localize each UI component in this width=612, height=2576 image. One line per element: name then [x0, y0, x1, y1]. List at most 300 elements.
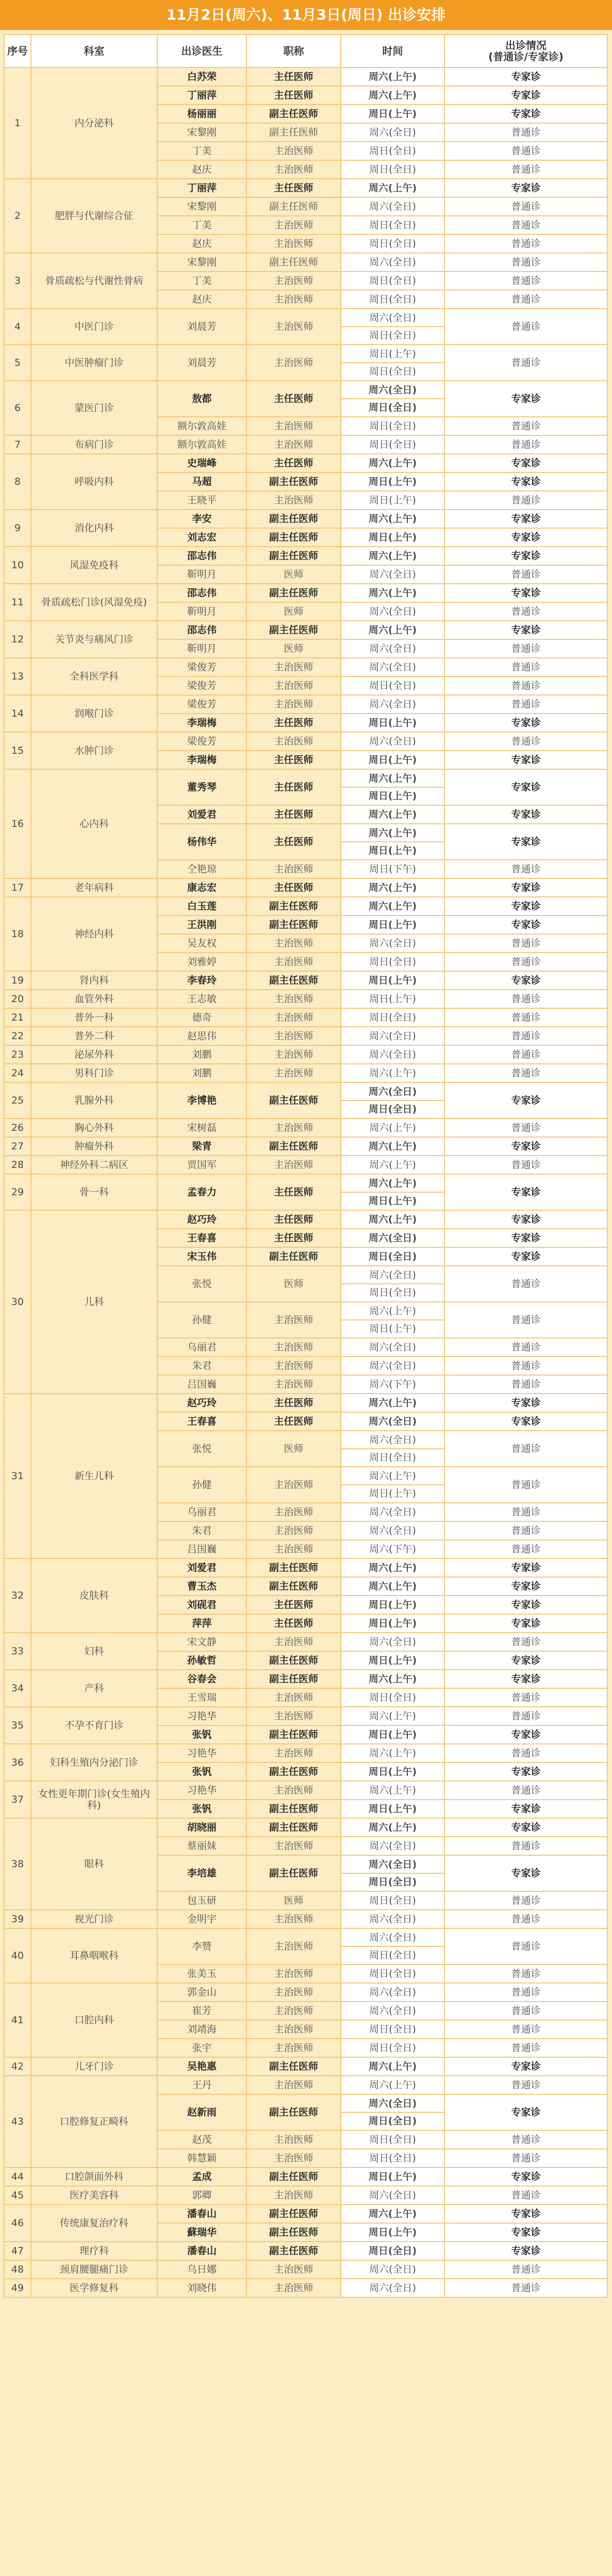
visit-type-cell: 普通诊: [444, 1027, 607, 1045]
title-cell: 主治医师: [246, 491, 341, 510]
table-row: [4, 2205, 607, 2223]
department-cell: 耳鼻咽喉科: [31, 1928, 157, 1983]
time-slot: 周日(上午): [368, 476, 417, 487]
title-cell: 主治医师: [246, 309, 341, 345]
department-cell: 肾内科: [31, 971, 157, 990]
row-number: 47: [4, 2242, 31, 2260]
row-number: 18: [4, 897, 31, 971]
doctor-cell: 梁俊芳: [157, 676, 246, 695]
visit-type-cell: 普通诊: [444, 676, 607, 695]
visit-type-cell: 专家诊: [444, 1247, 607, 1266]
title-cell: 主治医师: [246, 2149, 341, 2167]
visit-type-cell: 专家诊: [444, 751, 607, 769]
visit-type-cell: 专家诊: [444, 528, 607, 547]
time-cell: [341, 1855, 444, 1891]
time-slot: 周六(上午): [368, 624, 417, 636]
table-row: [4, 510, 607, 528]
doctor-cell: 乌丽君: [157, 1503, 246, 1521]
time-slot: 周日(上午): [368, 1729, 417, 1740]
doctor-cell: 习艳华: [157, 1707, 246, 1725]
time-cell: [341, 1174, 444, 1210]
visit-type-cell: 普通诊: [444, 160, 607, 179]
doctor-cell: 杨丽丽: [157, 105, 246, 123]
time-slot: 周日(全日): [341, 2112, 444, 2129]
title-cell: 副主任医师: [246, 2205, 341, 2223]
title-cell: 主治医师: [246, 2130, 341, 2149]
visit-type-cell: 普通诊: [444, 1837, 607, 1855]
time-slot: 周日(全日): [341, 362, 444, 380]
title-cell: 副主任医师: [246, 105, 341, 123]
time-cell: [341, 454, 444, 472]
title-cell: 主治医师: [246, 1964, 341, 1983]
header-cell: 时间: [341, 35, 444, 67]
header-cell: 职称: [246, 35, 341, 67]
time-cell: [341, 1210, 444, 1229]
doctor-cell: 乌日娜: [157, 2260, 246, 2279]
row-number: 29: [4, 1174, 31, 1210]
row-number: 30: [4, 1210, 31, 1394]
table-row: [4, 1744, 607, 1762]
title-cell: 主治医师: [246, 1027, 341, 1045]
department-cell: 普外二科: [31, 1027, 157, 1045]
department-cell: 胸心外科: [31, 1118, 157, 1137]
visit-type-cell: 专家诊: [444, 971, 607, 990]
time-slot: 周日(全日): [341, 1946, 444, 1963]
doctor-cell: 郭金山: [157, 1983, 246, 2002]
time-cell: [341, 105, 444, 123]
time-slot: 周日(全日): [341, 326, 444, 344]
time-slot: 周六(上午): [368, 809, 417, 820]
time-cell: [341, 584, 444, 602]
title-cell: 副主任医师: [246, 253, 341, 272]
time-cell: [341, 160, 444, 179]
visit-type-cell: 普通诊: [444, 1045, 607, 1064]
row-number: 26: [4, 1118, 31, 1137]
time-cell: [341, 916, 444, 934]
time-slot: 周六(上午): [368, 2061, 417, 2072]
time-cell: [341, 953, 444, 971]
visit-type-cell: 普通诊: [444, 1983, 607, 2002]
title-cell: 主治医师: [246, 2260, 341, 2279]
title-cell: 主治医师: [246, 1357, 341, 1375]
time-cell: [341, 658, 444, 676]
department-cell: 传统康复治疗科: [31, 2205, 157, 2242]
doctor-cell: 杨伟华: [157, 824, 246, 860]
doctor-cell: 刘砚君: [157, 1596, 246, 1614]
table-body: [4, 67, 607, 2297]
row-number: 38: [4, 1818, 31, 1910]
time-cell: [341, 67, 444, 86]
time-cell: [341, 2039, 444, 2057]
doctor-cell: 靳明月: [157, 602, 246, 621]
title-cell: 主治医师: [246, 1467, 341, 1503]
row-number: 46: [4, 2205, 31, 2242]
doctor-cell: 吕国巍: [157, 1375, 246, 1394]
visit-type-cell: 专家诊: [444, 1394, 607, 1412]
row-number: 35: [4, 1707, 31, 1744]
visit-type-cell: 专家诊: [444, 916, 607, 934]
time-slot: 周日(上午): [369, 348, 416, 360]
department-cell: 医学修复科: [31, 2279, 157, 2297]
department-cell: 消化内科: [31, 510, 157, 547]
time-cell: [341, 1338, 444, 1357]
visit-type-cell: 普通诊: [444, 2260, 607, 2279]
doctor-cell: 胡晓丽: [157, 1818, 246, 1837]
department-cell: 皮肤科: [31, 1558, 157, 1633]
time-slot: 周六(全日): [369, 127, 416, 138]
time-slot: 周日(全日): [369, 275, 416, 286]
doctor-cell: 丁美: [157, 142, 246, 160]
table-row: [4, 381, 607, 417]
time-slot: 周日(上午): [368, 1766, 417, 1777]
time-slot: 周六(全日): [369, 257, 416, 268]
time-cell: [341, 639, 444, 658]
title-cell: 副主任医师: [246, 1577, 341, 1596]
visit-type-cell: 专家诊: [444, 454, 607, 472]
row-number: 20: [4, 990, 31, 1008]
time-slot: 周日(上午): [368, 717, 417, 728]
department-cell: 神经内科: [31, 897, 157, 971]
title-cell: 医师: [246, 1891, 341, 1910]
time-cell: [341, 528, 444, 547]
doctor-cell: 郭卿: [157, 2186, 246, 2205]
time-cell: [341, 547, 444, 565]
doctor-cell: 孙敏哲: [157, 1651, 246, 1670]
doctor-cell: 曹玉杰: [157, 1577, 246, 1596]
time-cell: [341, 897, 444, 916]
title-cell: 副主任医师: [246, 528, 341, 547]
title-cell: 主治医师: [246, 732, 341, 751]
department-cell: 布病门诊: [31, 435, 157, 454]
title-cell: 主治医师: [246, 2279, 341, 2297]
doctor-cell: 宋黎刚: [157, 123, 246, 142]
schedule-table: [4, 34, 608, 2298]
time-cell: [341, 1964, 444, 1983]
time-cell: [341, 1467, 444, 1503]
time-slot: 周日(全日): [368, 1251, 417, 1262]
time-cell: [341, 2186, 444, 2205]
title-cell: 主治医师: [246, 1375, 341, 1394]
visit-type-cell: 专家诊: [444, 769, 607, 805]
title-cell: 医师: [246, 1266, 341, 1302]
title-cell: 医师: [246, 1431, 341, 1467]
doctor-cell: 孟成: [157, 2167, 246, 2186]
title-cell: 主治医师: [246, 2020, 341, 2039]
time-cell: [341, 1577, 444, 1596]
doctor-cell: 刘爱君: [157, 805, 246, 824]
doctor-cell: 邵志伟: [157, 621, 246, 639]
title-cell: 主治医师: [246, 1837, 341, 1855]
time-cell: [341, 417, 444, 435]
visit-type-cell: 普通诊: [444, 1964, 607, 1983]
title-cell: 主治医师: [246, 1928, 341, 1964]
doctor-cell: 马超: [157, 472, 246, 491]
title-cell: 副主任医师: [246, 2242, 341, 2260]
doctor-cell: 梁俊芳: [157, 695, 246, 714]
table-row: [4, 897, 607, 916]
visit-type-cell: 普通诊: [444, 658, 607, 676]
doctor-cell: 德奇: [157, 1008, 246, 1027]
doctor-cell: 梁青: [157, 1137, 246, 1156]
visit-type-cell: 专家诊: [444, 824, 607, 860]
table-header: [4, 35, 607, 67]
table-row: [4, 1008, 607, 1027]
visit-type-cell: 普通诊: [444, 2039, 607, 2057]
row-number: 9: [4, 510, 31, 547]
visit-type-cell: 普通诊: [444, 2076, 607, 2094]
doctor-cell: 赵茂: [157, 2130, 246, 2149]
title-cell: 医师: [246, 639, 341, 658]
time-slot: 周日(全日): [369, 420, 416, 432]
title-cell: 主任医师: [246, 1210, 341, 1229]
visit-type-cell: 普通诊: [444, 2186, 607, 2205]
visit-type-cell: 专家诊: [444, 1651, 607, 1670]
title-cell: 副主任医师: [246, 621, 341, 639]
title-cell: 副主任医师: [246, 916, 341, 934]
visit-type-cell: 专家诊: [444, 1762, 607, 1781]
doctor-cell: 刘雅婷: [157, 953, 246, 971]
doctor-cell: 张悦: [157, 1266, 246, 1302]
title-cell: 主治医师: [246, 1338, 341, 1357]
title-cell: 副主任医师: [246, 897, 341, 916]
visit-type-cell: 专家诊: [444, 1800, 607, 1818]
header-cell: 科室: [31, 35, 157, 67]
title-cell: 主治医师: [246, 1540, 341, 1558]
time-cell: [341, 2130, 444, 2149]
time-slot: 周六(上午): [369, 1306, 416, 1317]
visit-type-cell: 普通诊: [444, 2279, 607, 2297]
table-row: [4, 2242, 607, 2260]
visit-type-cell: 普通诊: [444, 290, 607, 309]
time-slot: 周六(上午): [368, 1562, 417, 1573]
time-slot: 周六(上午): [368, 513, 417, 524]
title-cell: 副主任医师: [246, 2057, 341, 2076]
department-cell: 血管外科: [31, 990, 157, 1008]
time-cell: [341, 621, 444, 639]
doctor-cell: 王丹: [157, 2076, 246, 2094]
table-row: [4, 1210, 607, 1229]
time-cell: [341, 1983, 444, 2002]
title-cell: 副主任医师: [246, 1137, 341, 1156]
doctor-cell: 谷春会: [157, 1670, 246, 1688]
time-cell: [341, 1651, 444, 1670]
time-slot: 周六(全日): [369, 1913, 416, 1925]
row-number: 12: [4, 621, 31, 658]
time-slot: 周六(全日): [369, 938, 416, 949]
visit-type-cell: 专家诊: [444, 1558, 607, 1577]
title-cell: 主治医师: [246, 1008, 341, 1027]
department-cell: 乳腺外科: [31, 1082, 157, 1118]
doctor-cell: 吕国巍: [157, 1540, 246, 1558]
row-number: 27: [4, 1137, 31, 1156]
time-cell: [341, 2076, 444, 2094]
visit-type-cell: 专家诊: [444, 1577, 607, 1596]
title-cell: 副主任医师: [246, 2094, 341, 2130]
visit-type-cell: 普通诊: [444, 1891, 607, 1910]
title-cell: 主治医师: [246, 1118, 341, 1137]
visit-type-cell: 专家诊: [444, 179, 607, 197]
time-cell: [341, 1837, 444, 1855]
row-number: 41: [4, 1983, 31, 2057]
time-slot: 周日(下午): [369, 863, 416, 875]
title-cell: 主任医师: [246, 381, 341, 417]
time-cell: [341, 1540, 444, 1558]
table-row: [4, 1558, 607, 1577]
time-cell: [341, 565, 444, 584]
title-cell: 主治医师: [246, 1983, 341, 2002]
visit-type-cell: 专家诊: [444, 1082, 607, 1118]
department-cell: 骨质疏松与代谢性骨病: [31, 253, 157, 309]
time-cell: [341, 1910, 444, 1928]
title-cell: 主治医师: [246, 860, 341, 878]
time-cell: [341, 1027, 444, 1045]
visit-type-cell: 普通诊: [444, 491, 607, 510]
time-slot: 周日(上午): [368, 975, 417, 986]
visit-type-cell: 专家诊: [444, 2094, 607, 2130]
time-slot: 周日(全日): [369, 680, 416, 691]
time-cell: [341, 732, 444, 751]
doctor-cell: 邵志伟: [157, 547, 246, 565]
time-cell: [341, 510, 444, 528]
row-number: 39: [4, 1910, 31, 1928]
department-cell: 理疗科: [31, 2242, 157, 2260]
time-cell: [341, 1928, 444, 1964]
row-number: 31: [4, 1394, 31, 1558]
time-cell: [341, 123, 444, 142]
department-cell: 口腔内科: [31, 1983, 157, 2057]
visit-type-cell: 普通诊: [444, 435, 607, 454]
visit-type-cell: 专家诊: [444, 547, 607, 565]
department-cell: 眼科: [31, 1818, 157, 1910]
table-row: [4, 769, 607, 805]
visit-type-cell: 普通诊: [444, 1540, 607, 1558]
table-row: [4, 2186, 607, 2205]
time-slot: 周日(上午): [368, 1599, 417, 1611]
visit-type-cell: 专家诊: [444, 1412, 607, 1431]
time-cell: [341, 1503, 444, 1521]
title-cell: 副主任医师: [246, 1651, 341, 1670]
visit-type-cell: 普通诊: [444, 1707, 607, 1725]
time-slot: 周六(全日): [368, 2098, 417, 2109]
title-cell: 副主任医师: [246, 1725, 341, 1744]
title-cell: 副主任医师: [246, 2223, 341, 2242]
time-slot: 周日(上午): [341, 1484, 444, 1502]
time-cell: [341, 2260, 444, 2279]
row-number: 42: [4, 2057, 31, 2076]
doctor-cell: 张钒: [157, 1762, 246, 1781]
time-slot: 周六(上午): [369, 1067, 416, 1079]
visit-type-cell: 普通诊: [444, 1302, 607, 1338]
title-cell: 主治医师: [246, 1302, 341, 1338]
time-slot: 周六(全日): [369, 1840, 416, 1852]
time-cell: [341, 272, 444, 290]
doctor-cell: 朱君: [157, 1357, 246, 1375]
visit-type-cell: 专家诊: [444, 1229, 607, 1247]
title-cell: 主治医师: [246, 1521, 341, 1540]
time-cell: [341, 2149, 444, 2167]
time-slot: 周六(全日): [369, 1049, 416, 1060]
visit-type-cell: 专家诊: [444, 472, 607, 491]
table-row: [4, 1670, 607, 1688]
doctor-cell: 额尔敦高娃: [157, 417, 246, 435]
doctor-cell: 孙健: [157, 1302, 246, 1338]
department-cell: 全科医学科: [31, 658, 157, 695]
time-cell: [341, 824, 444, 860]
title-cell: 主任医师: [246, 769, 341, 805]
visit-type-cell: 专家诊: [444, 510, 607, 528]
doctor-cell: 赵巧玲: [157, 1210, 246, 1229]
department-cell: 颈肩腰腿痛门诊: [31, 2260, 157, 2279]
time-cell: [341, 805, 444, 824]
time-cell: [341, 2167, 444, 2186]
title-cell: 主任医师: [246, 67, 341, 86]
visit-type-cell: 普通诊: [444, 197, 607, 216]
time-slot: 周日(上午): [368, 532, 417, 543]
time-slot: 周日(全日): [369, 439, 416, 450]
doctor-cell: 靳明月: [157, 639, 246, 658]
row-number: 28: [4, 1156, 31, 1174]
visit-type-cell: 专家诊: [444, 67, 607, 86]
time-slot: 周六(上午): [369, 1785, 416, 1796]
time-slot: 周日(上午): [369, 495, 416, 506]
time-slot: 周六(上午): [368, 587, 417, 599]
table-row: [4, 547, 607, 565]
time-slot: 周六(全日): [368, 1086, 417, 1097]
time-slot: 周六(全日): [369, 643, 416, 654]
doctor-cell: 吴艳惠: [157, 2057, 246, 2076]
title-cell: 主治医师: [246, 2002, 341, 2020]
doctor-cell: 王洪刚: [157, 916, 246, 934]
doctor-cell: 赵庆: [157, 234, 246, 253]
visit-type-cell: 普通诊: [444, 1156, 607, 1174]
time-slot: 周六(全日): [369, 699, 416, 710]
table-row: [4, 621, 607, 639]
row-number: 24: [4, 1064, 31, 1082]
doctor-cell: 张钒: [157, 1800, 246, 1818]
row-number: 8: [4, 454, 31, 510]
time-cell: [341, 1521, 444, 1540]
table-row: [4, 732, 607, 751]
doctor-cell: 张悦: [157, 1431, 246, 1467]
visit-type-cell: 普通诊: [444, 2020, 607, 2039]
time-slot: 周日(全日): [369, 145, 416, 157]
time-cell: [341, 1707, 444, 1725]
department-cell: 中医门诊: [31, 309, 157, 345]
time-slot: 周六(全日): [369, 1030, 416, 1042]
title-cell: 副主任医师: [246, 971, 341, 990]
doctor-cell: 王春喜: [157, 1229, 246, 1247]
time-cell: [341, 234, 444, 253]
time-slot: 周日(上午): [341, 1319, 444, 1337]
time-slot: 周日(全日): [369, 238, 416, 249]
row-number: 5: [4, 345, 31, 381]
row-number: 45: [4, 2186, 31, 2205]
department-cell: 产科: [31, 1670, 157, 1707]
time-slot: 周日(全日): [369, 1895, 416, 1906]
time-cell: [341, 491, 444, 510]
visit-type-cell: 普通诊: [444, 1503, 607, 1521]
doctor-cell: 潘春山: [157, 2242, 246, 2260]
row-number: 19: [4, 971, 31, 990]
doctor-cell: 孙健: [157, 1467, 246, 1503]
doctor-cell: 刘晨芳: [157, 309, 246, 345]
time-cell: [341, 2020, 444, 2039]
table-row: [4, 1394, 607, 1412]
time-slot: 周日(全日): [369, 956, 416, 968]
department-cell: 口腔颌面外科: [31, 2167, 157, 2186]
department-cell: 骨一科: [31, 1174, 157, 1210]
table-row: [4, 454, 607, 472]
